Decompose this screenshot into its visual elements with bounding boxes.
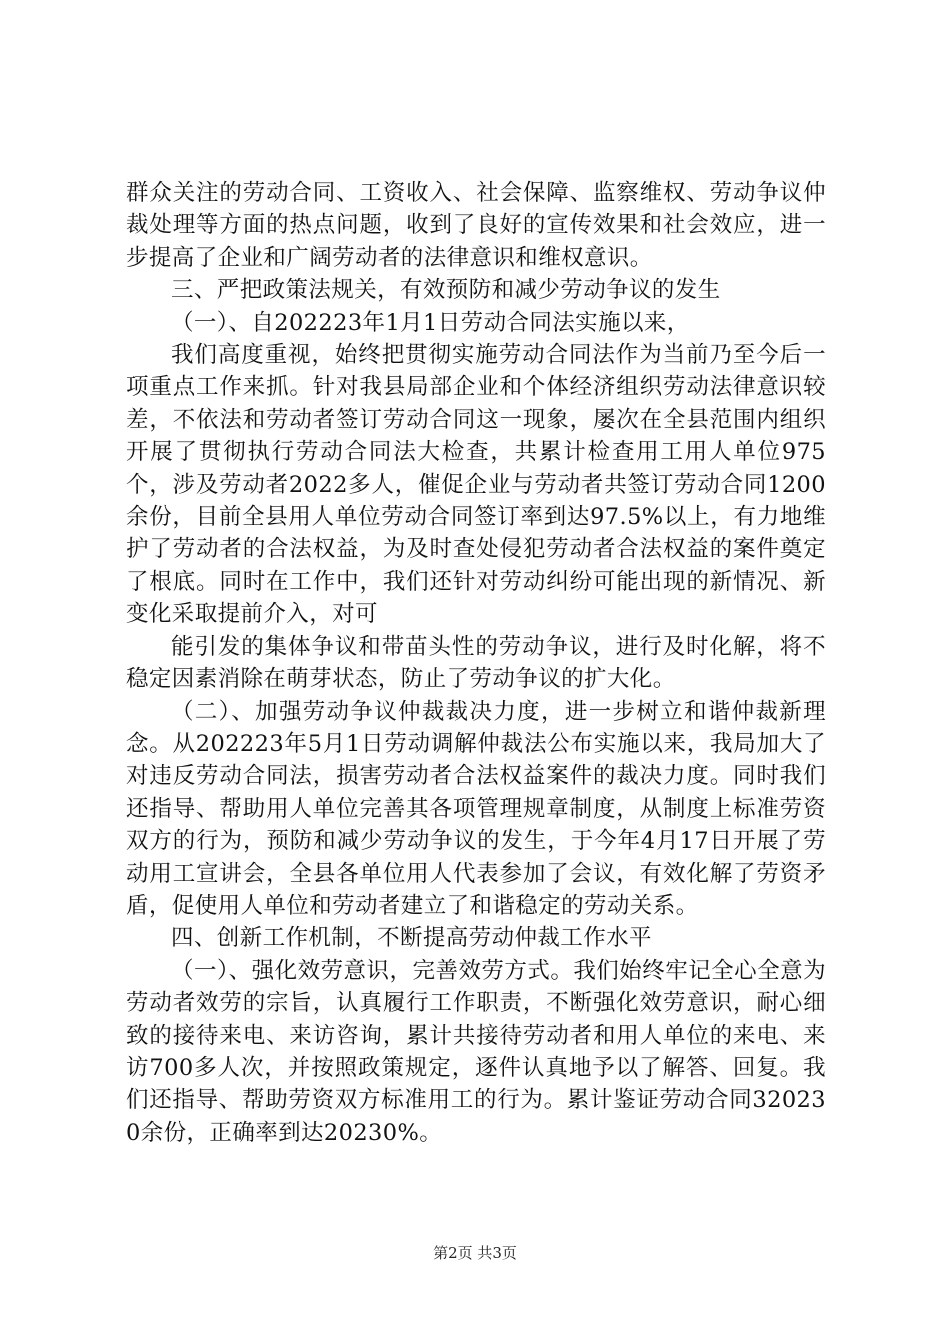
page-footer: 第2页 共3页 (433, 1244, 517, 1262)
subsection-heading-3-2: （二）、加强劳动争议仲裁裁决力度，进一步树立和谐仲裁新理念。从202223年5月1日劳动调解仲裁法公布实施以来，我局加大了对违反劳动合同法，损害劳动者合法权益案件的裁决力度。同时我们还指导、帮助用人单位完善其各项管理规章制度，从制度上标准劳资双方的行为，预防和减少劳动争议的发生，于今年4月17日开展了劳动用工宣讲会，全县各单位用人代表参加了会议，有效化解了劳资矛盾，促使用人单位和劳动者建立了和谐稳定的劳动关系。 (126, 698, 826, 919)
subsection-heading-4-1: （一）、强化效劳意识，完善效劳方式。我们始终牢记全心全意为劳动者效劳的宗旨，认真履行工作职责，不断强化效劳意识，耐心细致的接待来电、来访咨询，累计共接待劳动者和用人单位的来电、来访700多人次，并按照政策规定，逐件认真地予以了解答、回复。我们还指导、帮助劳资双方标准用工的行为。累计鉴证劳动合同320230余份，正确率到达20230%。 (126, 957, 826, 1146)
paragraph-dispute-resolution: 能引发的集体争议和带苗头性的劳动争议，进行及时化解，将不稳定因素消除在萌芽状态，防止了劳动争议的扩大化。 (126, 633, 826, 693)
section-heading-4: 四、创新工作机制，不断提高劳动仲裁工作水平 (171, 925, 652, 952)
paragraph-continuation: 群众关注的劳动合同、工资收入、社会保障、监察维权、劳动争议仲裁处理等方面的热点问题，收到了良好的宣传效果和社会效应，进一步提高了企业和广阔劳动者的法律意识和维权意识。 (126, 180, 826, 271)
paragraph-labor-contract-law: 我们高度重视，始终把贯彻实施劳动合同法作为当前乃至今后一项重点工作来抓。针对我县局部企业和个体经济组织劳动法律意识较差，不依法和劳动者签订劳动合同这一现象，屡次在全县范围内组织开展了贯彻执行劳动合同法大检查，共累计检查用工用人单位975个，涉及劳动者2022多人，催促企业与劳动者共签订劳动合同1200余份，目前全县用人单位劳动合同签订率到达97.5%以上，有力地维护了劳动者的合法权益，为及时查处侵犯劳动者合法权益的案件奠定了根底。同时在工作中，我们还针对劳动纠纷可能出现的新情况、新变化采取提前介入，对可 (126, 342, 826, 628)
subsection-heading-3-1: （一）、自202223年1月1日劳动合同法实施以来， (171, 309, 690, 336)
document-body (126, 177, 826, 1149)
section-heading-3: 三、严把政策法规关，有效预防和减少劳动争议的发生 (171, 277, 721, 304)
